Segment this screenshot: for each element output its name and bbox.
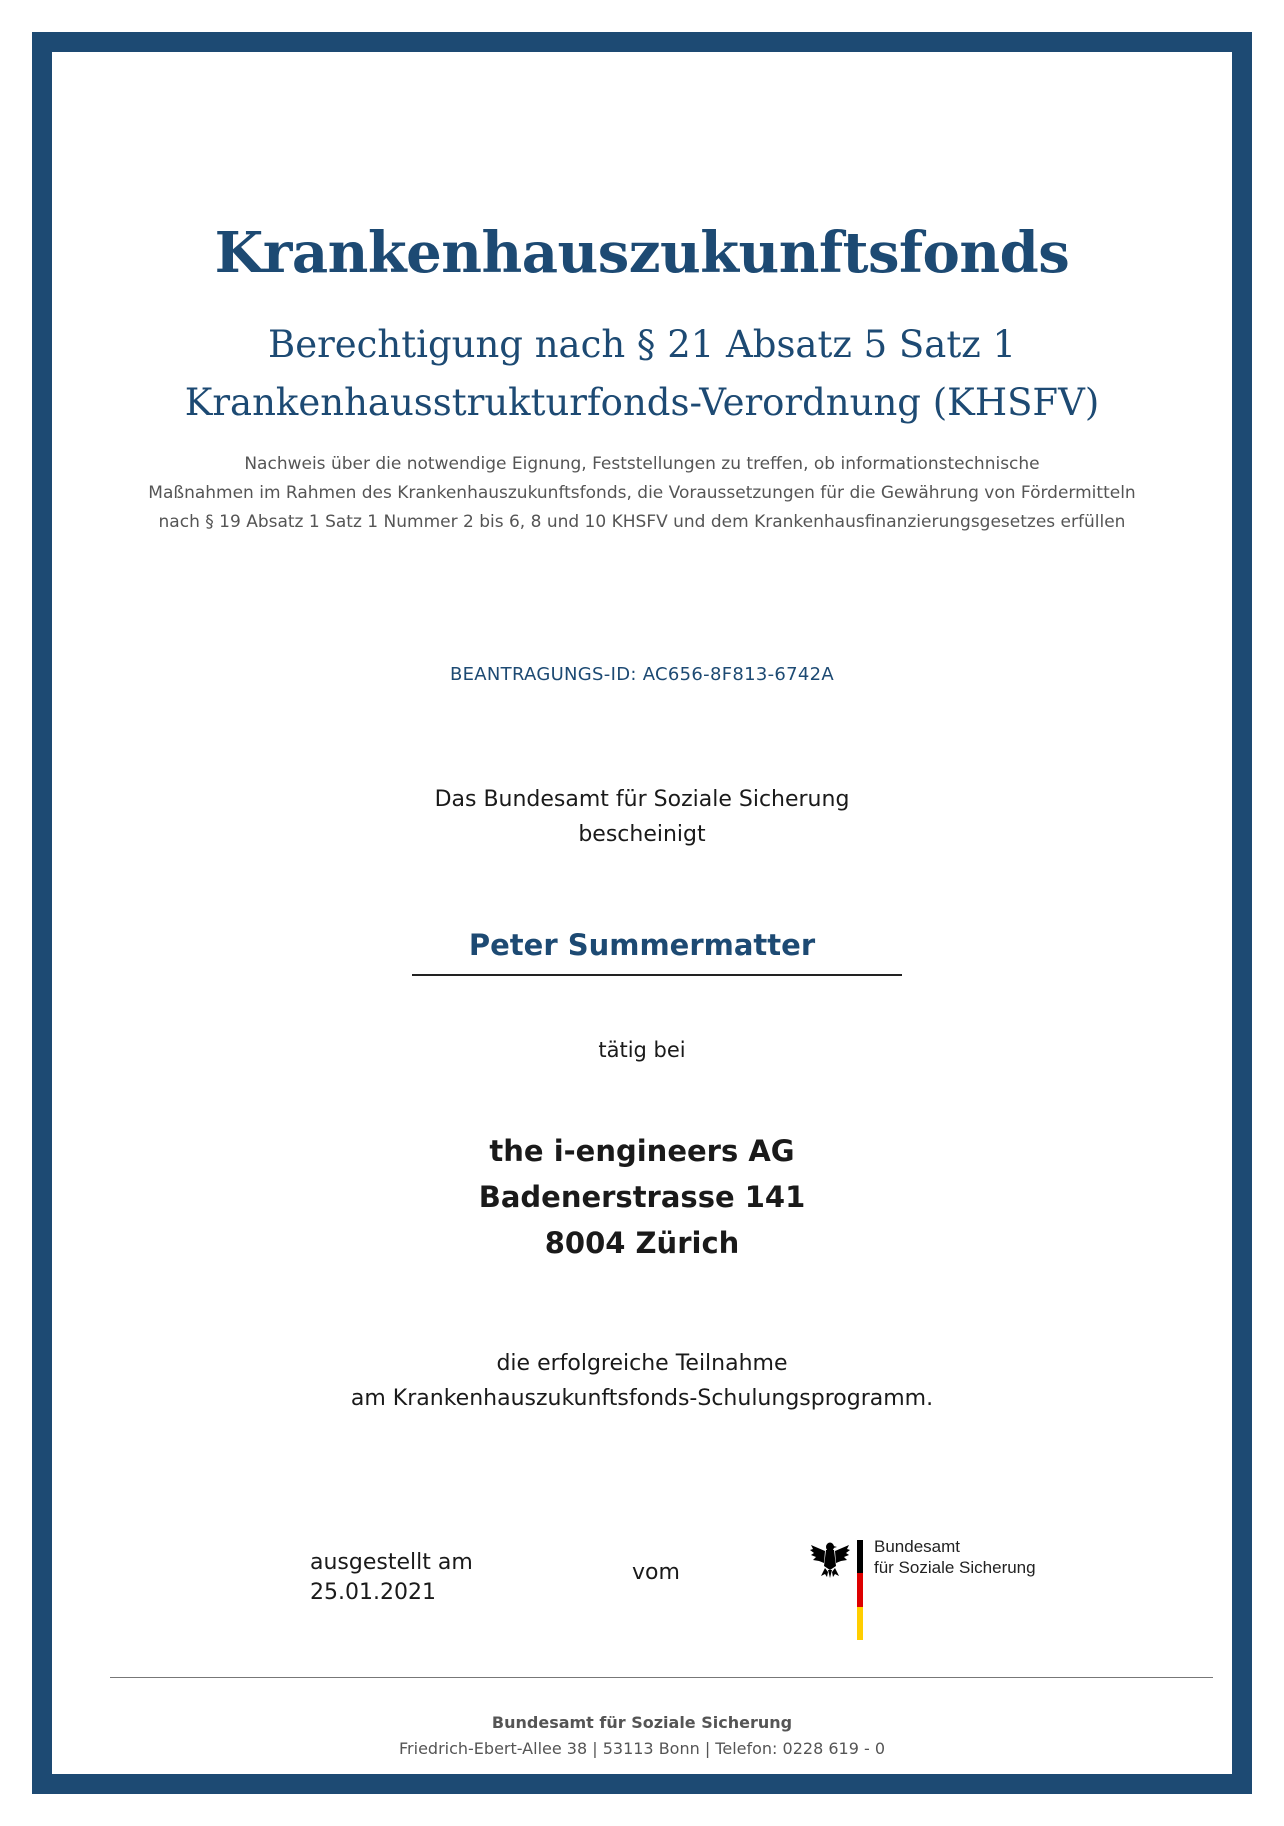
federal-eagle-icon	[808, 1536, 852, 1580]
issuer-line: bescheinigt	[578, 822, 706, 847]
company-address	[52, 1128, 1232, 1266]
from-label: vom	[632, 1560, 680, 1585]
footer-org-name: Bundesamt für Soziale Sicherung	[491, 1713, 793, 1732]
flag-black-stripe	[857, 1540, 863, 1573]
description-line: Maßnahmen im Rahmen des Krankenhauszukunftsfonds, die Voraussetzungen für die Gewährung von Fördermitteln	[148, 483, 1136, 503]
issued-label: ausgestellt am	[310, 1550, 473, 1575]
issued-date: 25.01.2021	[310, 1580, 436, 1605]
issued-info	[310, 1548, 473, 1608]
bas-logo	[808, 1536, 1048, 1646]
subtitle-line: Berechtigung nach § 21 Absatz 5 Satz 1	[268, 323, 1016, 366]
flag-red-stripe	[857, 1573, 863, 1606]
footer	[52, 1710, 1232, 1762]
company-line: the i-engineers AG	[489, 1134, 795, 1168]
certificate-description	[52, 450, 1232, 537]
logo-text-line: Bundesamt	[874, 1537, 960, 1556]
description-line: Nachweis über die notwendige Eignung, Feststellungen zu treffen, ob informationstechnische	[244, 454, 1040, 474]
description-line: nach § 19 Absatz 1 Satz 1 Nummer 2 bis 6, 8 und 10 KHSFV und dem Krankenhausfinanzierungsgesetzes erfüllen	[158, 512, 1126, 532]
person-name-underline	[412, 974, 902, 976]
flag-stripe	[857, 1540, 863, 1640]
company-line: 8004 Zürich	[544, 1226, 740, 1260]
participation-statement	[52, 1346, 1232, 1416]
flag-gold-stripe	[857, 1607, 863, 1640]
company-line: Badenerstrasse 141	[478, 1180, 806, 1214]
certificate-subtitle	[52, 316, 1232, 432]
logo-wordmark	[874, 1536, 1036, 1578]
certificate-frame	[32, 32, 1252, 1794]
participation-line: die erfolgreiche Teilnahme	[496, 1351, 788, 1376]
logo-text-line: für Soziale Sicherung	[874, 1558, 1036, 1577]
subtitle-line: Krankenhausstrukturfonds-Verordnung (KHSFV)	[184, 381, 1100, 424]
issuer-line: Das Bundesamt für Soziale Sicherung	[434, 787, 850, 812]
footer-address: Friedrich-Ebert-Allee 38 | 53113 Bonn | Telefon: 0228 619 - 0	[399, 1739, 885, 1758]
participation-line: am Krankenhauszukunftsfonds-Schulungsprogramm.	[350, 1386, 934, 1411]
employed-at-label: tätig bei	[598, 1038, 686, 1062]
issuer-statement	[52, 782, 1232, 852]
application-id: BEANTRAGUNGS-ID: AC656-8F813-6742A	[449, 664, 835, 685]
footer-divider	[110, 1677, 1213, 1678]
certificate-title: Krankenhauszukunftsfonds	[214, 220, 1070, 286]
person-name: Peter Summermatter	[468, 928, 816, 962]
